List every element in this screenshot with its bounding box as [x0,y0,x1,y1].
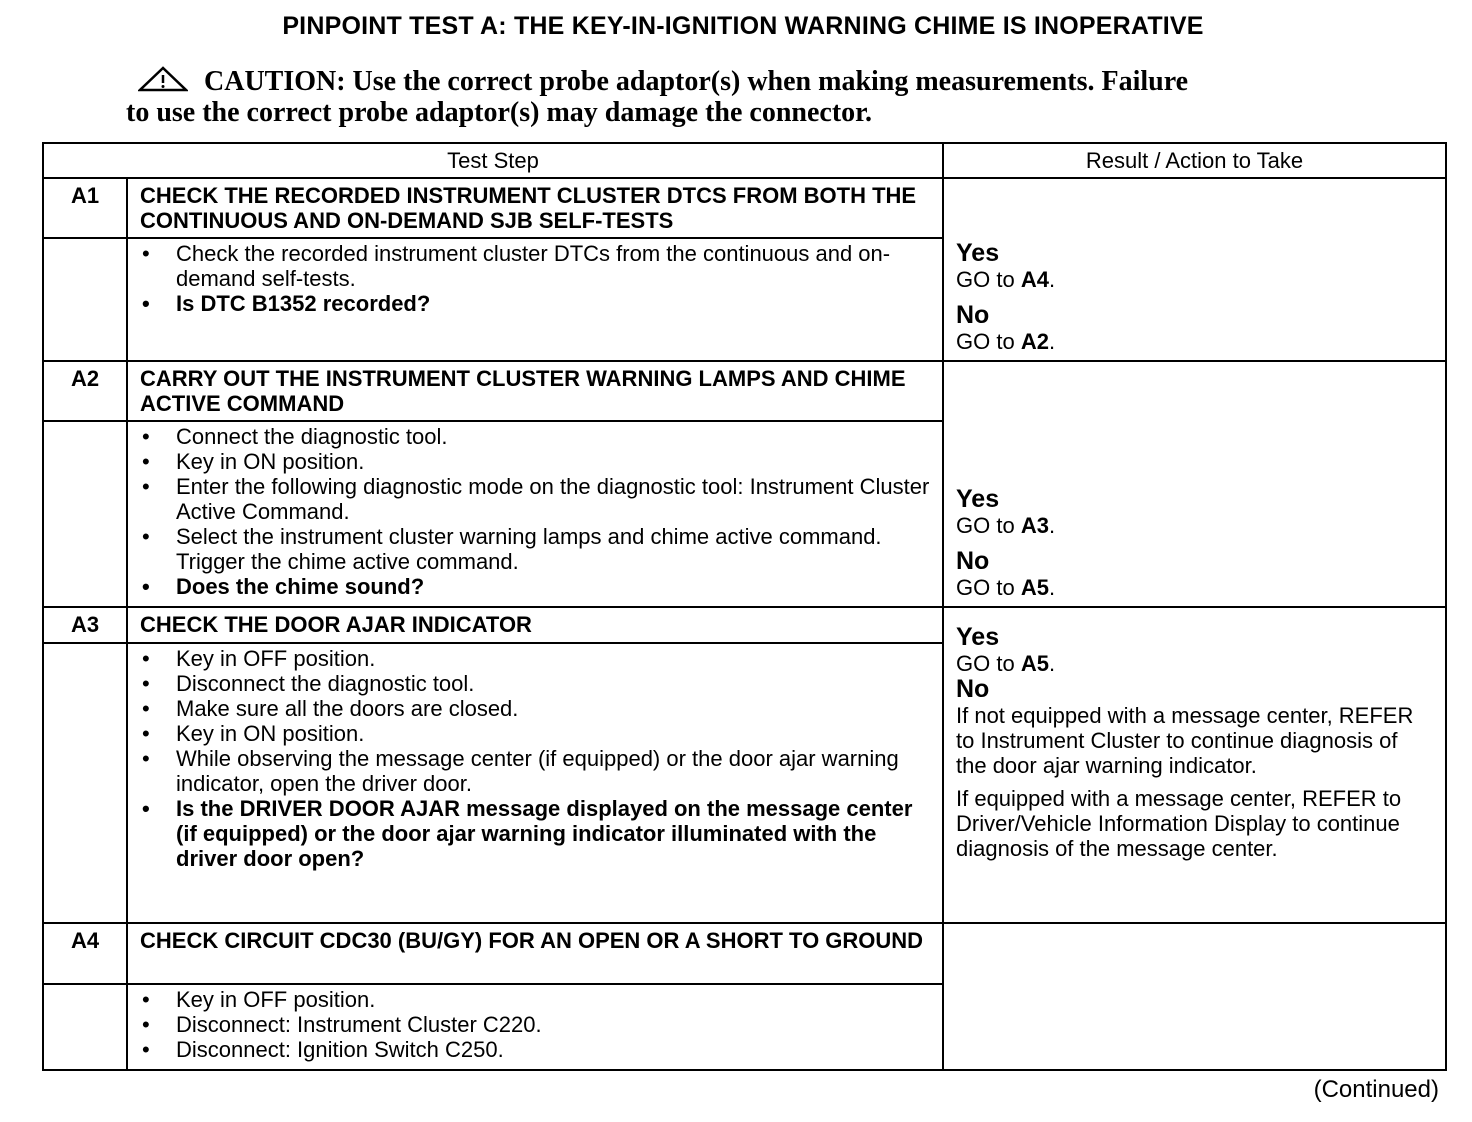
list-item: • Disconnect: Ignition Switch C250. [140,1037,932,1062]
list-item: • Disconnect: Instrument Cluster C220. [140,1012,932,1037]
result-no-label: No [956,547,990,575]
list-item: • Key in ON position. [140,449,932,474]
continued-label: (Continued) [1313,1076,1439,1103]
step-body [127,643,943,923]
step-body [127,421,943,607]
step-body [127,984,943,1070]
result-no-action: GO to A2. [956,329,1056,354]
step-id: A3 [43,607,127,643]
list-item: • Key in OFF position. [140,987,932,1012]
warning-triangle-icon [138,66,188,92]
result-cell-a1 [943,178,1446,361]
step-a1-title-row [43,178,1446,238]
step-title: CHECK CIRCUIT CDC30 (BU/GY) FOR AN OPEN OR A SHORT TO GROUND [127,923,943,984]
list-item: • Key in OFF position. [140,646,932,671]
caution-note [126,66,1326,129]
step-question: • Is the DRIVER DOOR AJAR message displayed on the message center (if equipped) or the door ajar warning indicator illuminated with the driver door open? [140,796,932,871]
table-header-row [43,143,1446,178]
list-item: • Check the recorded instrument cluster DTCs from the continuous and on-demand self-tests. [140,241,932,291]
step-question: • Does the chime sound? [140,574,932,599]
list-item: • Key in ON position. [140,721,932,746]
result-cell-a4 [943,923,1446,1070]
step-a2-title-row [43,361,1446,421]
step-a3-title-row [43,607,1446,643]
step-title: CHECK THE RECORDED INSTRUMENT CLUSTER DTCS FROM BOTH THE CONTINUOUS AND ON-DEMAND SJB SELF-TESTS [127,178,943,238]
page-title: PINPOINT TEST A: THE KEY-IN-IGNITION WARNING CHIME IS INOPERATIVE [282,12,1204,40]
list-item: • Select the instrument cluster warning lamps and chime active command. Trigger the chime active command. [140,524,932,574]
step-title: CARRY OUT THE INSTRUMENT CLUSTER WARNING LAMPS AND CHIME ACTIVE COMMAND [127,361,943,421]
header-result: Result / Action to Take [943,143,1446,178]
result-cell-a2 [943,361,1446,607]
step-question: • Is DTC B1352 recorded? [140,291,932,316]
result-no-text-1: If not equipped with a message center, REFER to Instrument Cluster to continue diagnosis of the door ajar warning indicator. [956,703,1414,778]
result-cell-a3 [943,607,1446,923]
step-id: A2 [43,361,127,421]
list-item: • Connect the diagnostic tool. [140,424,932,449]
step-id: A4 [43,923,127,984]
result-no-text-2: If equipped with a message center, REFER to Driver/Vehicle Information Display to continue diagnosis of the message center. [956,786,1402,861]
result-yes-action: GO to A3. [956,513,1056,538]
list-item: • While observing the message center (if equipped) or the door ajar warning indicator, open the driver door. [140,746,932,796]
step-title: CHECK THE DOOR AJAR INDICATOR [127,607,943,643]
step-id: A1 [43,178,127,238]
pinpoint-test-table [42,142,1447,1071]
step-a4-title-row [43,923,1446,984]
list-item: • Disconnect the diagnostic tool. [140,671,932,696]
caution-line-2: to use the correct probe adaptor(s) may damage the connector. [126,97,873,128]
list-item: • Make sure all the doors are closed. [140,696,932,721]
result-yes-label: Yes [956,485,1000,513]
header-test-step: Test Step [43,143,943,178]
result-no-label: No [956,675,990,703]
step-body [127,238,943,361]
result-no-label: No [956,301,990,329]
result-yes-label: Yes [956,623,1000,651]
result-yes-label: Yes [956,239,1000,267]
result-yes-action: GO to A4. [956,267,1056,292]
result-no-action: GO to A5. [956,575,1056,600]
caution-line-1: CAUTION: Use the correct probe adaptor(s) when making measurements. Failure [204,66,1189,97]
result-yes-action: GO to A5. [956,651,1056,676]
list-item: • Enter the following diagnostic mode on the diagnostic tool: Instrument Cluster Active Command. [140,474,932,524]
